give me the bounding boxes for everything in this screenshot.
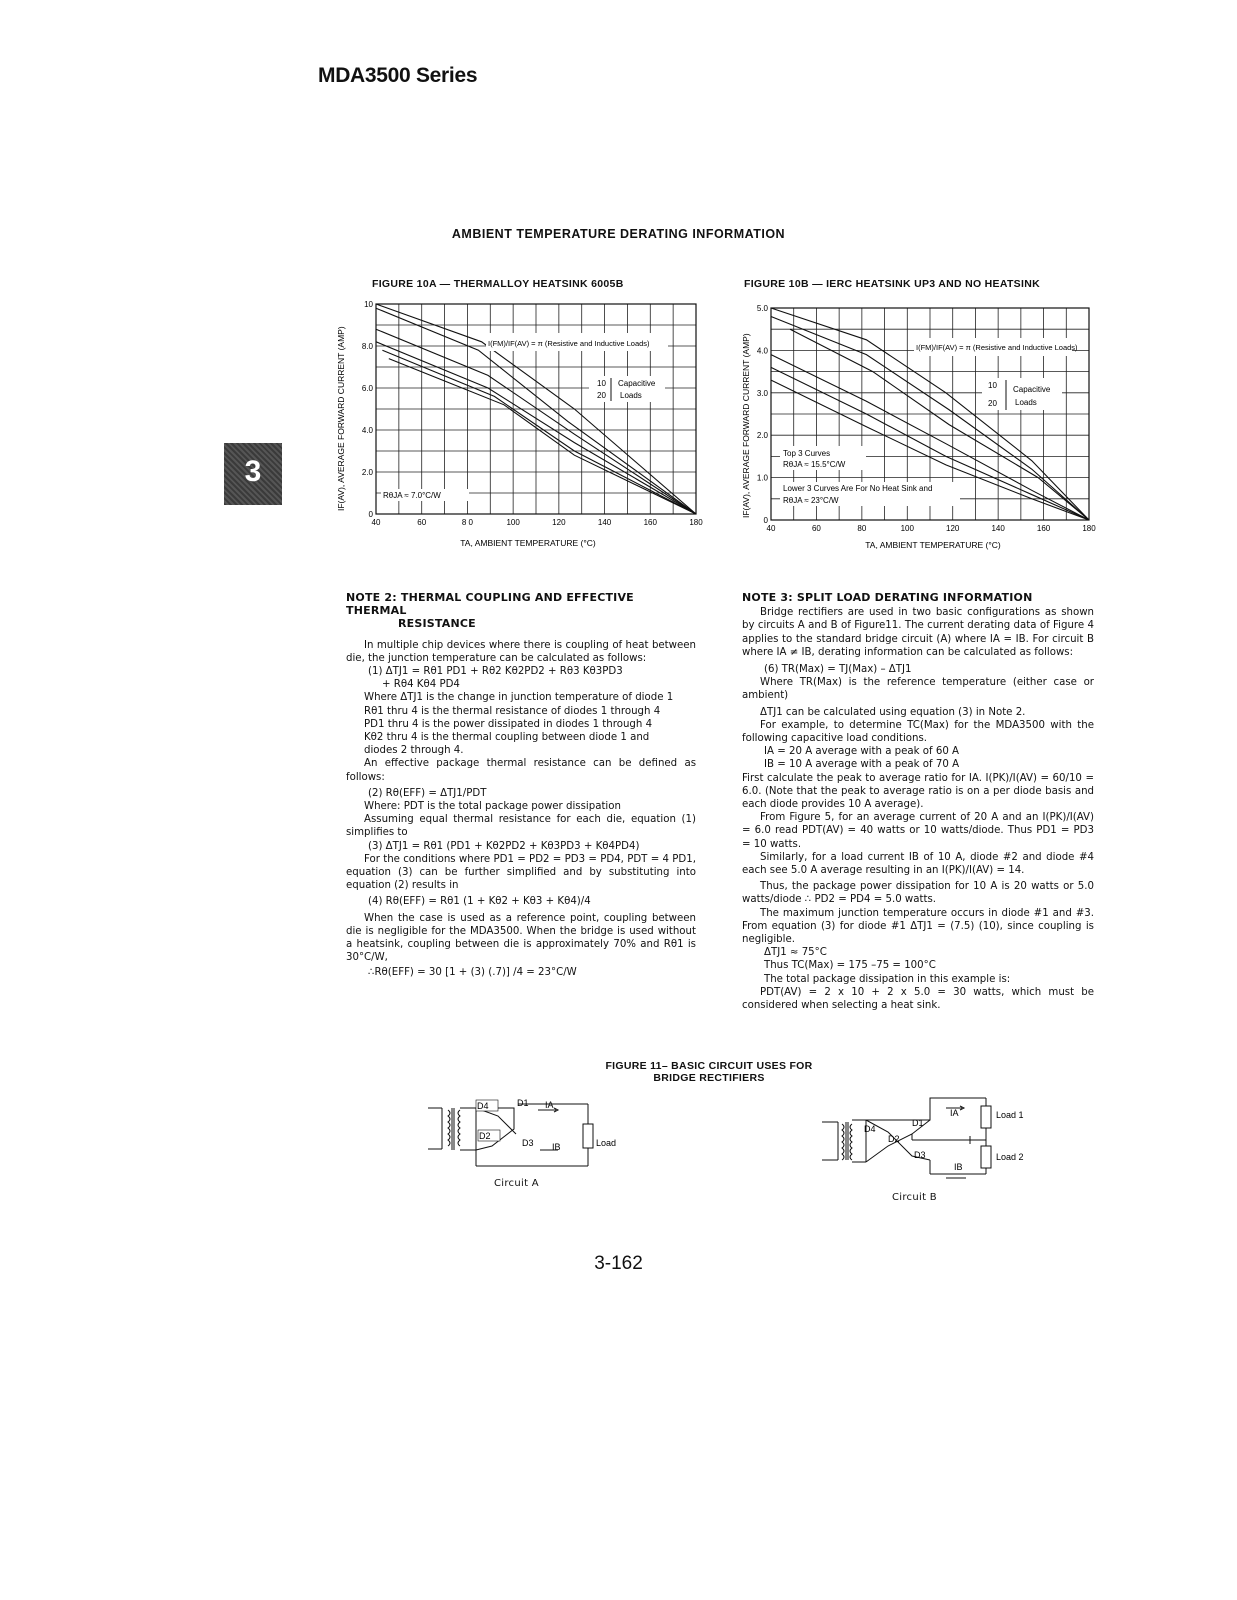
fig10b-lower-label-2: RθJA ≈ 23°C/W xyxy=(783,496,839,505)
note3 xyxy=(742,591,1094,1012)
fig10a-x-label: TA, AMBIENT TEMPERATURE (°C) xyxy=(460,538,596,548)
fig10b-chart xyxy=(736,300,1106,556)
fig10a-x-ticks xyxy=(372,518,704,527)
fig10a-cap-20: 20 xyxy=(597,391,606,400)
fig10a-chart xyxy=(336,296,706,552)
y-tick-label: 10 xyxy=(364,300,373,309)
note3-p9: The maximum junction temperature occurs in diode #1 and #3. From equation (3) for diode #1 ΔTJ1 = (7.5) (10), since coupling is negligible. xyxy=(742,907,1094,946)
y-tick-label: 5.0 xyxy=(756,304,768,313)
note2-eq3: (3) ΔTJ1 = Rθ1 (PD1 + Kθ2PD2 + Kθ3PD3 + Kθ4PD4) xyxy=(368,840,640,852)
circuit-b-caption: Circuit B xyxy=(892,1192,937,1203)
note2-eq4: (4) Rθ(EFF) = Rθ1 (1 + Kθ2 + Kθ3 + Kθ4)/4 xyxy=(368,896,591,908)
x-tick-label: 160 xyxy=(643,518,657,527)
note2-p6: When the case is used as a reference point, coupling between die is negligible for the MDA3500. When the bridge is used without a heatsink, coupling between die is approximately 70% and Rθ1 is 30°C/W, xyxy=(346,912,696,964)
fig10a-cap-label-1: Capacitive xyxy=(618,379,656,388)
note2-eq1a: (1) ΔTJ1 = Rθ1 PD1 + Rθ2 Kθ2PD2 + Rθ3 Kθ3PD3 xyxy=(368,666,623,678)
note2-p1: In multiple chip devices where there is coupling of heat between die, the junction temperature can be calculated as follows: xyxy=(346,639,696,664)
circuit-b-ib: IB xyxy=(954,1162,963,1172)
x-tick-label: 40 xyxy=(766,524,776,533)
fig10b-x-label: TA, AMBIENT TEMPERATURE (°C) xyxy=(865,540,1001,550)
note2-where-1: Where ΔTJ1 is the change in junction temperature of diode 1 xyxy=(364,692,674,704)
y-tick-label: 8.0 xyxy=(361,342,373,351)
note3-p2: Where TR(Max) is the reference temperature (either case or ambient) xyxy=(742,677,1094,702)
note3-ia: IA = 20 A average with a peak of 60 A xyxy=(764,746,960,758)
x-tick-label: 60 xyxy=(417,518,427,527)
chapter-tab-number: 3 xyxy=(244,455,262,488)
page-number: 3-162 xyxy=(594,1253,643,1274)
circuit-b-d3: D3 xyxy=(914,1150,926,1160)
fig11-title xyxy=(0,1060,1237,1084)
note2-heading-line-1: NOTE 2: THERMAL COUPLING AND EFFECTIVE THERMAL xyxy=(346,591,634,618)
section-title: AMBIENT TEMPERATURE DERATING INFORMATION xyxy=(451,227,786,241)
fig10a-cap-label-2: Loads xyxy=(620,391,642,400)
x-tick-label: 60 xyxy=(811,524,821,533)
x-tick-label: 120 xyxy=(552,518,566,527)
x-tick-label: 100 xyxy=(506,518,520,527)
series-title: MDA3500 Series xyxy=(318,64,478,87)
note2-heading-line-2: RESISTANCE xyxy=(398,617,476,631)
note2-eq5: ∴Rθ(EFF) = 30 [1 + (3) (.7)] /4 = 23°C/W xyxy=(368,967,577,979)
circuit-b-d4: D4 xyxy=(864,1124,876,1134)
fig10b-y-label: IF(AV), AVERAGE FORWARD CURRENT (AMP) xyxy=(741,333,751,518)
fig10b-cap-10: 10 xyxy=(988,381,997,390)
note3-p8: Thus, the package power dissipation for 10 A is 20 watts or 5.0 watts/diode ∴ PD2 = PD4 = 5.0 watts. xyxy=(742,881,1094,906)
x-tick-label: 80 xyxy=(857,524,867,533)
fig10b-top-label-1: Top 3 Curves xyxy=(783,449,831,458)
circuit-a-load: Load xyxy=(596,1138,617,1148)
circuit-a-ib: IB xyxy=(552,1142,561,1152)
chapter-tab xyxy=(224,443,282,505)
x-tick-label: 120 xyxy=(946,524,960,533)
fig10a-ratio-label: I(FM)/IF(AV) = π (Resistive and Inductive Loads) xyxy=(488,339,650,348)
note2-heading xyxy=(346,591,696,631)
y-tick-label: 0 xyxy=(763,516,768,525)
note3-ib: IB = 10 A average with a peak of 70 A xyxy=(764,759,960,771)
x-tick-label: 160 xyxy=(1036,524,1051,533)
x-tick-label: 8 0 xyxy=(461,518,473,527)
fig10b-cap-label-2: Loads xyxy=(1015,398,1037,407)
note3-p5: First calculate the peak to average ratio for IA. I(PK)/I(AV) = 60/10 = 6.0. (Note that the peak to average ratio is on a per diode basis and each diode provides 10 A average). xyxy=(742,772,1094,811)
note2-p5: For the conditions where PD1 = PD2 = PD3 = PD4, PDT = 4 PD1, equation (3) can be further simplified and by substituting into equation (2) results in xyxy=(346,853,696,892)
fig10b-cap-20: 20 xyxy=(988,399,997,408)
x-tick-label: 140 xyxy=(597,518,612,527)
note2-where-5: diodes 2 through 4. xyxy=(364,745,464,757)
y-tick-label: 4.0 xyxy=(361,426,373,435)
fig10b-x-ticks xyxy=(767,524,1097,533)
fig10a-y-ticks xyxy=(362,300,374,519)
note2-p4: Assuming equal thermal resistance for each die, equation (1) simplifies to xyxy=(346,814,696,839)
x-tick-label: 100 xyxy=(900,524,914,533)
y-tick-label: 2.0 xyxy=(756,431,768,441)
fig10b-title: FIGURE 10B — IERC HEATSINK UP3 AND NO HEATSINK xyxy=(744,278,1040,290)
circuit-b-load-2: Load 2 xyxy=(996,1152,1024,1162)
circuit-b-d2: D2 xyxy=(888,1134,900,1144)
x-tick-label: 140 xyxy=(991,524,1005,533)
note2-p3: Where: PDT is the total package power dissipation xyxy=(364,801,621,813)
note3-p3: ΔTJ1 can be calculated using equation (3) in Note 2. xyxy=(760,706,1026,718)
note2 xyxy=(346,591,696,980)
y-tick-label: 1.0 xyxy=(756,473,768,483)
circuit-a-caption: Circuit A xyxy=(494,1178,539,1189)
fig10a-cap-10: 10 xyxy=(597,379,606,388)
note3-eq6: (6) TR(Max) = TJ(Max) – ΔTJ1 xyxy=(764,664,912,676)
circuit-b-diagram xyxy=(822,1094,1062,1184)
circuit-b-ia: IA xyxy=(950,1108,959,1118)
note3-p7: Similarly, for a load current IB of 10 A, diode #2 and diode #4 each see 5.0 A average resulting in an I(PK)/I(AV) = 14. xyxy=(742,851,1094,877)
circuit-a-ia: IA xyxy=(545,1100,554,1110)
note3-p10: PDT(AV) = 2 x 10 + 2 x 5.0 = 30 watts, which must be considered when selecting a heat sink. xyxy=(742,986,1094,1012)
note3-result-3: The total package dissipation in this example is: xyxy=(764,973,1011,985)
fig10b-cap-label-1: Capacitive xyxy=(1013,385,1051,394)
fig10b-top-label-2: RθJA ≈ 15.5°C/W xyxy=(783,460,846,469)
circuit-a-d2: D2 xyxy=(479,1131,491,1141)
fig11-title-line-2: BRIDGE RECTIFIERS xyxy=(653,1072,765,1084)
fig10b-lower-label-1: Lower 3 Curves Are For No Heat Sink and xyxy=(783,484,933,493)
fig10a-title: FIGURE 10A — THERMALLOY HEATSINK 6005B xyxy=(372,278,624,290)
note2-where-4: Kθ2 thru 4 is the thermal coupling between diode 1 and xyxy=(364,732,650,744)
note2-p2: An effective package thermal resistance can be defined as follows: xyxy=(346,758,696,783)
note2-where-2: Rθ1 thru 4 is the thermal resistance of diodes 1 through 4 xyxy=(364,705,661,717)
circuit-a-d1: D1 xyxy=(517,1098,529,1108)
note2-where-3: PD1 thru 4 is the power dissipated in diodes 1 through 4 xyxy=(364,718,653,730)
circuit-a-diagram xyxy=(428,1094,628,1174)
circuit-a-d4: D4 xyxy=(477,1101,489,1111)
y-tick-label: 2.0 xyxy=(361,468,373,477)
y-tick-label: 6.0 xyxy=(361,384,373,393)
note2-eq1b: + Rθ4 Kθ4 PD4 xyxy=(382,679,460,691)
fig10b-ratio-label: I(FM)/IF(AV) = π (Resistive and Inductive Loads) xyxy=(916,343,1078,352)
x-tick-label: 180 xyxy=(1082,524,1096,533)
note3-p6: From Figure 5, for an average current of 20 A and an I(PK)/I(AV) = 6.0 read PDT(AV) = 40 watts or 10 watts/diode. Thus PD1 = PD3 = 10 watts. xyxy=(742,812,1094,850)
y-tick-label: 4.0 xyxy=(756,346,768,356)
note3-p1: Bridge rectifiers are used in two basic configurations as shown by circuits A and B of Figure11. The current derating data of Figure 4 applies to the standard bridge circuit (A) where IA = IB. For circuit B where IA ≠ IB, derating information can be calculated as follows: xyxy=(742,607,1094,658)
fig10b-y-ticks xyxy=(757,304,769,525)
fig10a-rtheta-label: RθJA ≈ 7.0°C/W xyxy=(383,491,441,500)
fig10a-y-label: IF(AV), AVERAGE FORWARD CURRENT (AMP) xyxy=(336,326,346,511)
circuit-a-d3: D3 xyxy=(522,1138,534,1148)
y-tick-label: 0 xyxy=(368,510,373,519)
circuit-b-load-1: Load 1 xyxy=(996,1110,1024,1120)
x-tick-label: 40 xyxy=(371,518,381,527)
x-tick-label: 180 xyxy=(689,518,703,527)
circuit-b-d1: D1 xyxy=(912,1118,924,1128)
note2-eq2: (2) Rθ(EFF) = ΔTJ1/PDT xyxy=(368,787,487,799)
note3-heading: NOTE 3: SPLIT LOAD DERATING INFORMATION xyxy=(742,591,1033,604)
note3-result-2: Thus TC(Max) = 175 –75 = 100°C xyxy=(764,960,936,972)
y-tick-label: 3.0 xyxy=(756,388,768,398)
note3-p4: For example, to determine TC(Max) for the MDA3500 with the following capacitive load conditions. xyxy=(742,719,1094,745)
fig11-title-line-1: FIGURE 11– BASIC CIRCUIT USES FOR xyxy=(605,1060,813,1072)
note3-result-1: ΔTJ1 ≈ 75°C xyxy=(764,947,827,959)
